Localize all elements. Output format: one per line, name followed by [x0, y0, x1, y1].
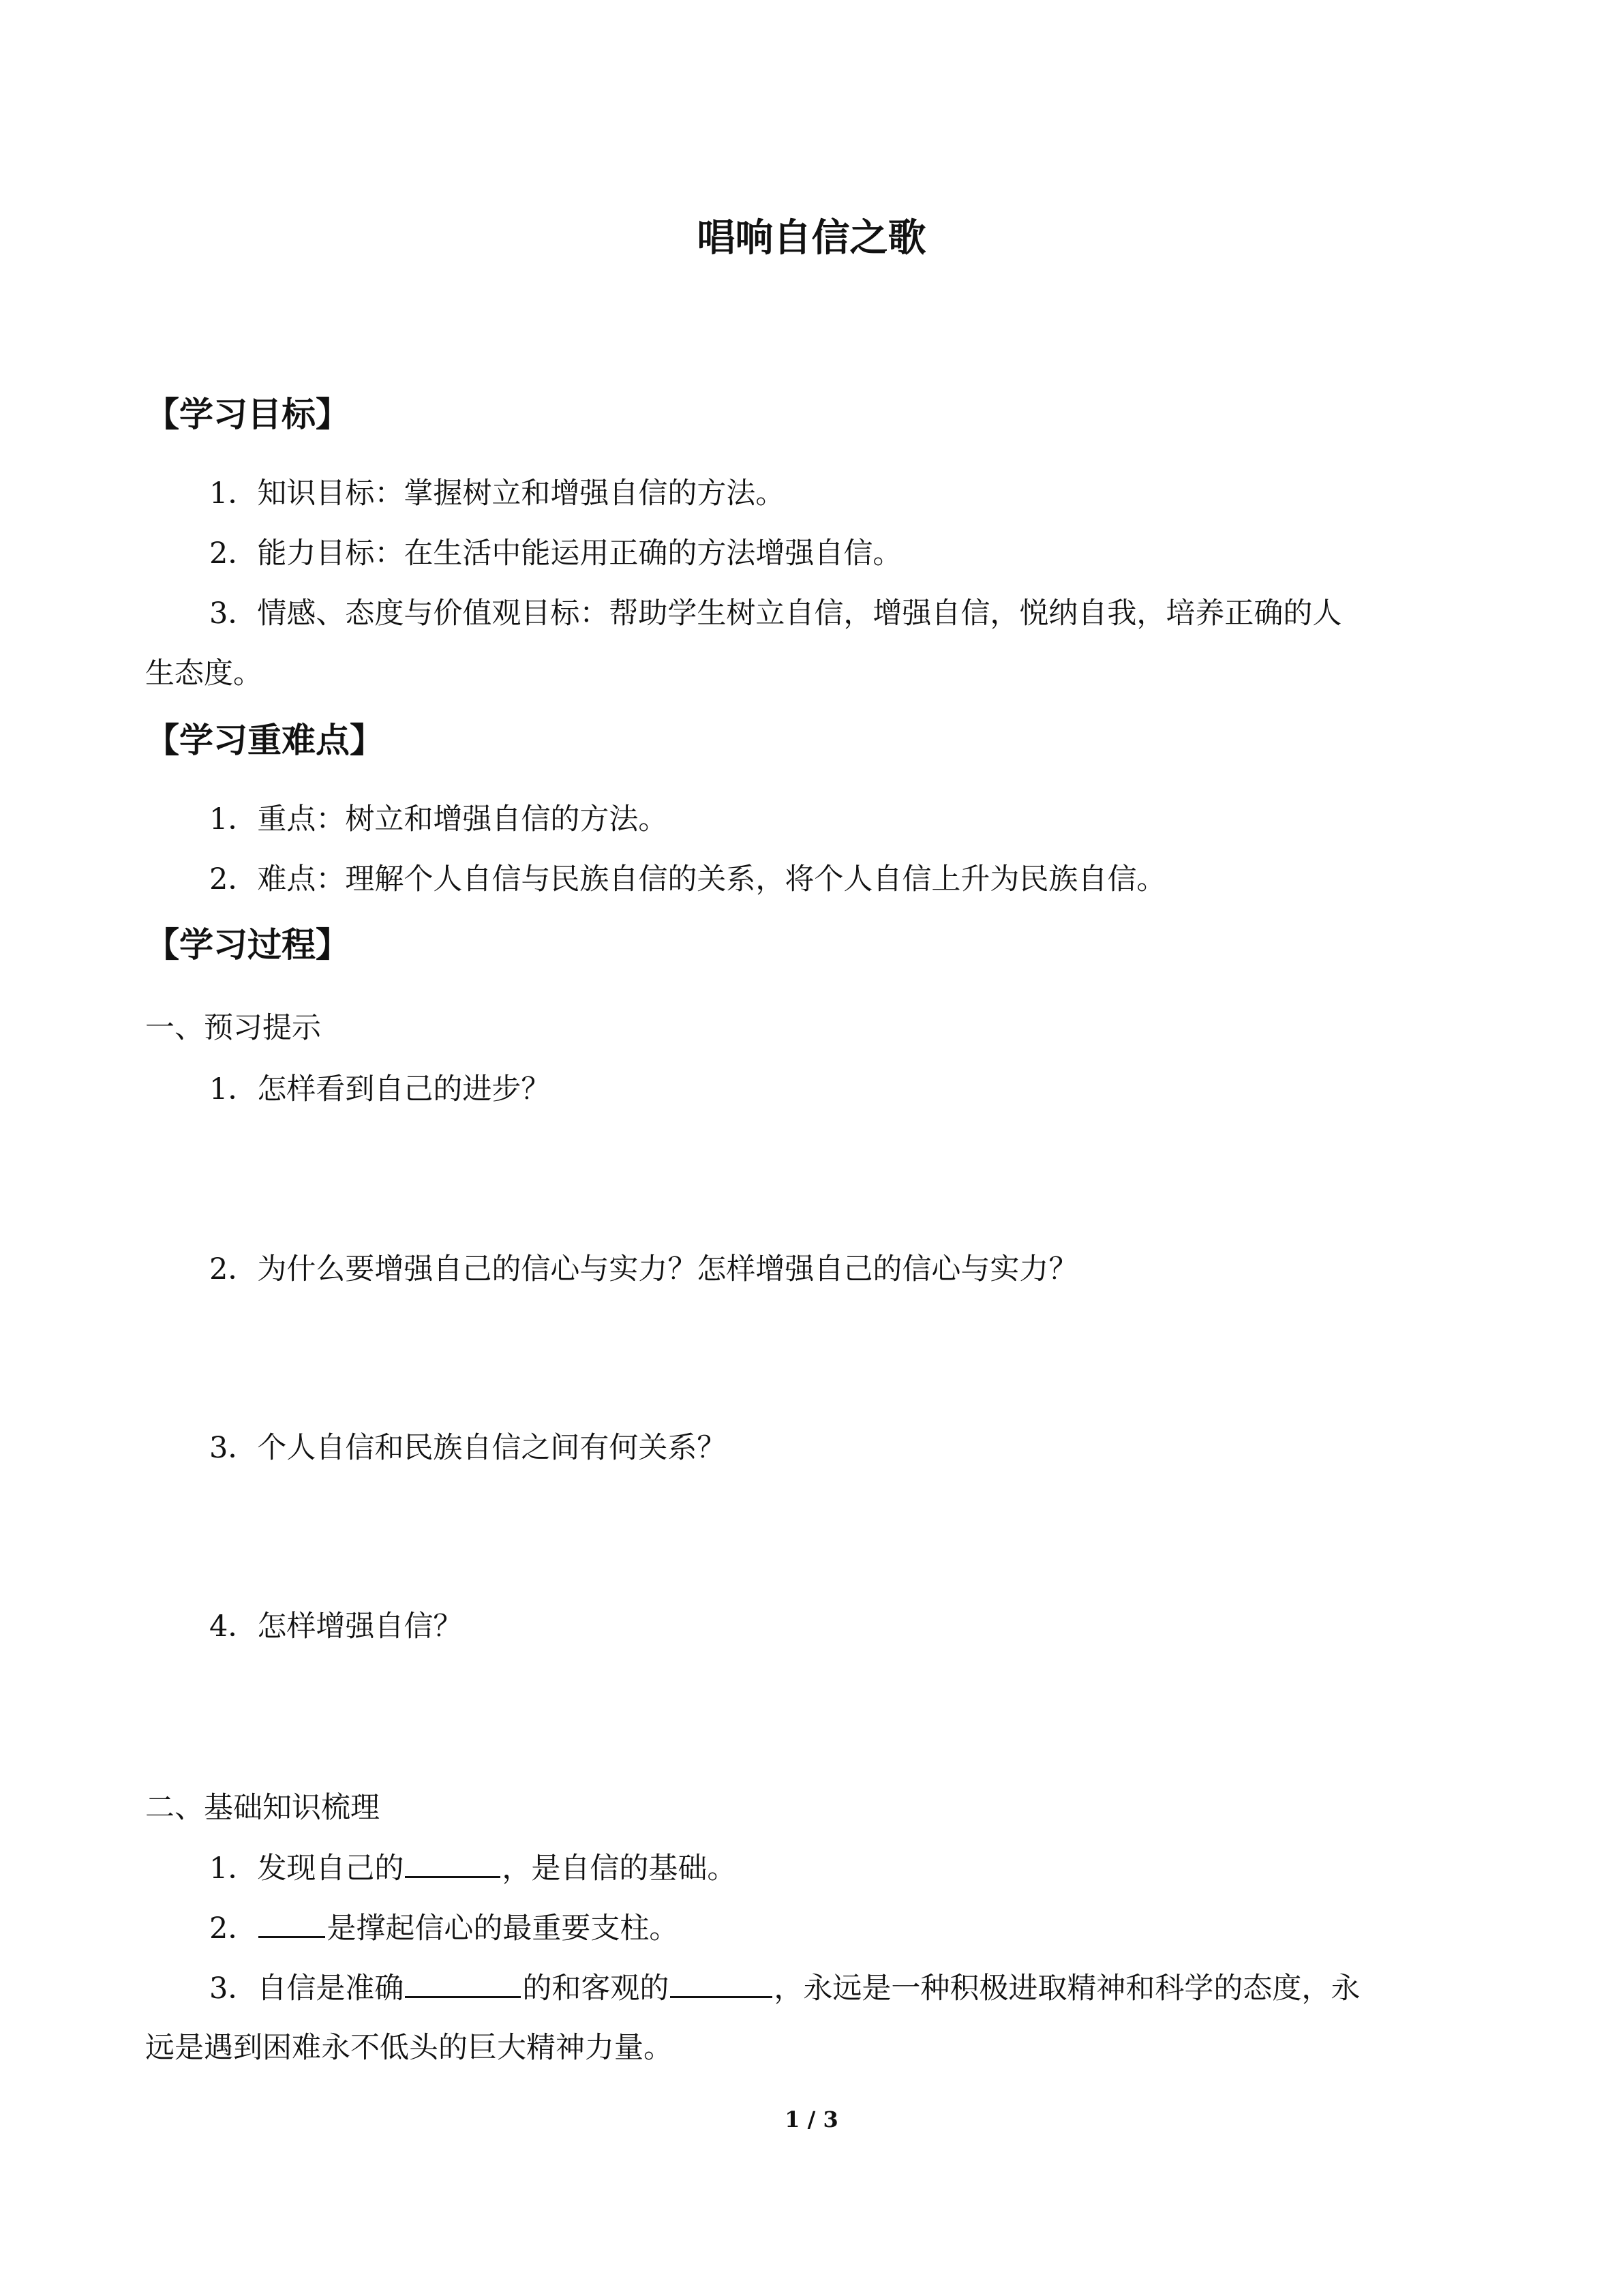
item-text: 怎样增强自信？ — [257, 1610, 463, 1644]
basics-heading: 二、基础知识梳理 — [145, 1791, 380, 1825]
preview-question-4 — [209, 1605, 462, 1648]
item-text: 知识目标：掌握树立和增强自信的方法。 — [257, 477, 785, 511]
preview-question-1 — [209, 1068, 550, 1111]
item-number: 3． — [209, 596, 258, 631]
goal-item-3 — [209, 592, 1341, 635]
fill-blank[interactable] — [670, 1966, 772, 1998]
basics-item-3-continuation: 远是遇到困难永不低头的巨大精神力量。 — [145, 2031, 673, 2065]
key-point-item-1 — [209, 798, 667, 841]
fill-blank[interactable] — [258, 1906, 325, 1938]
goal-item-3-continuation: 生态度。 — [145, 656, 262, 691]
item-text: 是撑起信心的最重要支柱。 — [327, 1912, 679, 1946]
item-number: 2． — [209, 862, 258, 896]
goal-item-2 — [209, 532, 902, 575]
preview-question-2 — [209, 1248, 1078, 1291]
item-text: 个人自信和民族自信之间有何关系？ — [257, 1431, 727, 1465]
basics-item-3 — [209, 1966, 1360, 2010]
page-number: 1 / 3 — [785, 2106, 838, 2132]
item-number: 1． — [209, 1852, 258, 1886]
item-text: 的和客观的 — [522, 1972, 669, 2006]
item-text: 自信是准确 — [257, 1972, 404, 2006]
item-text: 为什么要增强自己的信心与实力？怎样增强自己的信心与实力？ — [257, 1252, 1078, 1286]
page-title: 唱响自信之歌 — [697, 216, 926, 260]
item-text: 情感、态度与价值观目标：帮助学生树立自信，增强自信，悦纳自我，培养正确的人 — [257, 596, 1342, 631]
item-number: 4． — [209, 1610, 258, 1644]
item-number: 3． — [209, 1431, 258, 1465]
item-text: 能力目标：在生活中能运用正确的方法增强自信。 — [257, 537, 902, 571]
section-heading-process: 【学习过程】 — [145, 925, 350, 965]
goal-item-1 — [209, 472, 785, 515]
section-heading-goals: 【学习目标】 — [145, 395, 350, 434]
item-number: 2． — [209, 537, 258, 571]
item-text: ，永远是一种积极进取精神和科学的态度，永 — [774, 1972, 1361, 2006]
item-text: ，是自信的基础。 — [502, 1852, 737, 1886]
basics-item-1 — [209, 1846, 736, 1890]
item-text: 难点：理解个人自信与民族自信的关系，将个人自信上升为民族自信。 — [257, 862, 1166, 896]
item-number: 3． — [209, 1972, 258, 2006]
section-heading-key-points: 【学习重难点】 — [145, 721, 384, 760]
item-number: 2． — [209, 1912, 258, 1946]
item-number: 2． — [209, 1252, 258, 1286]
item-text: 发现自己的 — [257, 1852, 404, 1886]
fill-blank[interactable] — [405, 1846, 500, 1878]
item-number: 1． — [209, 1072, 258, 1106]
item-text: 重点：树立和增强自信的方法。 — [257, 802, 668, 836]
preview-question-3 — [209, 1426, 726, 1470]
basics-item-2 — [209, 1906, 678, 1950]
key-point-item-2 — [209, 858, 1166, 901]
item-number: 1． — [209, 477, 258, 511]
preview-heading: 一、预习提示 — [145, 1011, 321, 1045]
fill-blank[interactable] — [405, 1966, 521, 1998]
item-text: 怎样看到自己的进步？ — [257, 1072, 551, 1106]
item-number: 1． — [209, 802, 258, 836]
